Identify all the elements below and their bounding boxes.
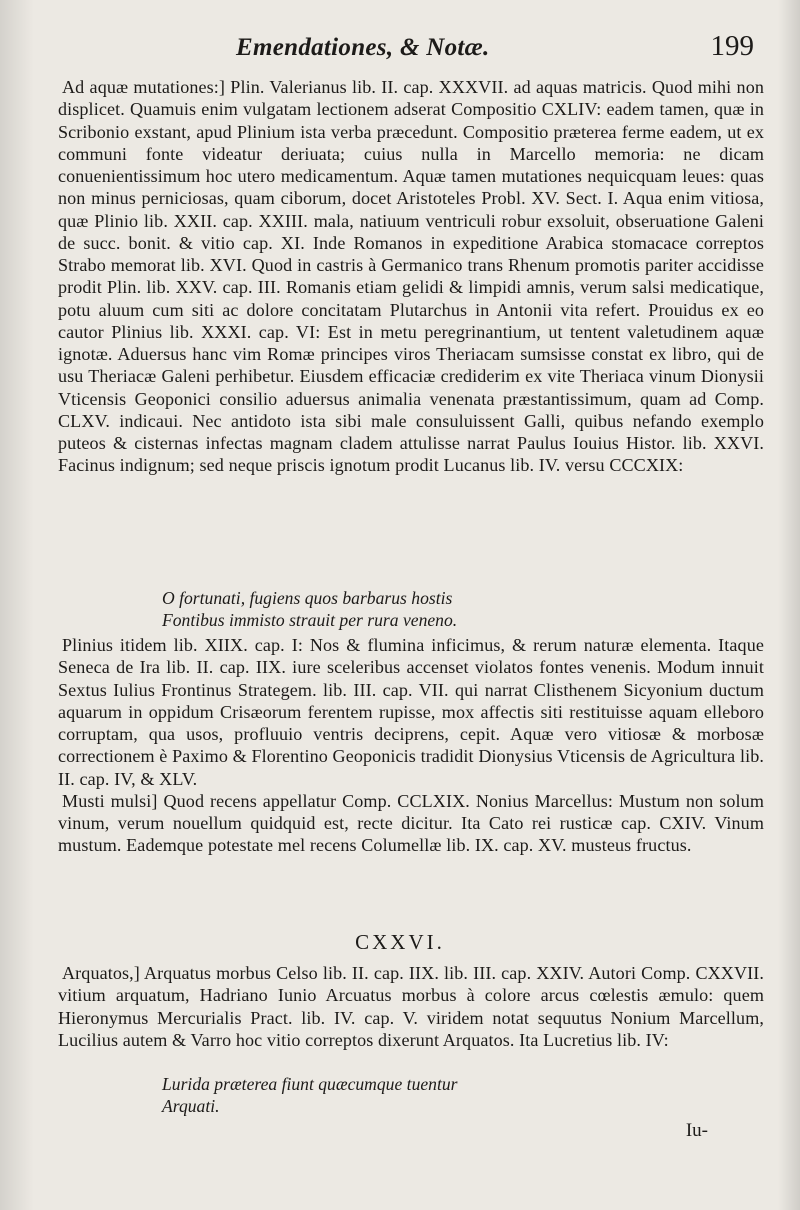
page-header: [60, 30, 760, 70]
running-title: Emendationes, & Notæ.: [236, 34, 490, 61]
verse-line: Lurida præterea fiunt quæcumque tuentur: [162, 1074, 458, 1094]
section-heading: CXXVI.: [355, 930, 445, 954]
verse-line: O fortunati, fugiens quos barbarus hostis: [162, 588, 453, 608]
commentary-block-arquatos: [58, 962, 764, 1051]
paragraph-arquatos: Arquatos,] Arquatus morbus Celso lib. II. cap. IIX. lib. III. cap. XXIV. Autori Comp. CXXVII. vitium arquatum, Hadriano Iunio Arcuatus morbus à colore arcus cœlestis æmulo: quem Hieronymus Mercurialis Pract. lib. IV. cap. V. viridem notat sequutus Nonium Marcellum, Lucilius autem & Varro hoc vitio correptos dixerunt Arquatos. Ita Lucretius lib. IV:: [58, 963, 764, 1050]
verse-line: Arquati.: [162, 1096, 220, 1116]
paragraph-plinius-itidem: Plinius itidem lib. XIIX. cap. I: Nos & flumina inficimus, & rerum naturæ elementa. Itaque Seneca de Ira lib. II. cap. IIX. iure sceleribus accenset violatos fontes venenis. Modum innuit Sextus Iulius Frontinus Strategem. lib. III. cap. VII. qui narrat Clisthenem Sicyonium ductum aquarum in oppidum Crisæorum ferentem rupisse, mox affectis siti restituisse aquam elleboro corruptam, qua usos, profluuio ventris deciprens, cepit. Aquæ vero vitiosæ & morbosæ correctionem è Paximo & Florentino Geoponicis tradidit Dionysius Vticensis de Agricultura lib. II. cap. IV, & XLV.: [58, 635, 764, 789]
verse-lucanus: [162, 587, 457, 631]
catchword: Iu-: [685, 1120, 708, 1141]
paragraph-ad-aquae-mutationes: Ad aquæ mutationes:] Plin. Valerianus lib. II. cap. XXXVII. ad aquas matricis. Quod mihi non displicet. Quamuis enim vulgatam lectionem adserat Compositio CXLIV: eadem tamen, quæ in Scribonio exstant, apud Plinium ista verba præcedunt. Compositio præterea ferme eadem, ut ex communi fonte videatur deriuata; cuius nulla in Marcello memoria: ne dicam conuenientissimum hoc utero medicamentum. Aquæ tamen mutationes nequicquam leues: quas non minus perniciosas, quam ciborum, docet Aristoteles Probl. XV. Sect. I. Aqua enim vitiosa, quæ Plinio lib. XXII. cap. XXIII. mala, natiuum ventriculi robur exsoluit, obseruatione Galeni de succ. bonit. & vitio cap. XI. Inde Romanos in expeditione Arabica stomacace correptos Strabo memorat lib. XVI. Quod in castris à Germanico trans Rhenum promotis pariter accidisse prodit Plin. lib. XXV. cap. III. Romanis etiam gelidi & limpidi amnis, verum salsi medicatique, potu aluum cum siti ac dolore concitatam Plutarchus in Antonii vita refert. Prouidus ex eo cautor Plinius lib. XXXI. cap. VI: Est in metu peregrinantium, ut tentent valetudinem aquæ ignotæ. Aduersus hanc vim Romæ principes viros Theriacam sumsisse constat ex libro, qui de usu Theriacæ Galeni perhibetur. Eiusdem efficaciæ crediderim ex vite Theriaca vinum Dionysii Vticensis Geoponici consilio aduersus animalia venenata præstantissimum, quam ad Comp. CLXV. indicaui. Nec antidoto ista sibi male consuluissent Galli, quibus nefando exemplo puteos & cisternas infectas magnam cladem attulisse narrat Paulus Iouius Histor. lib. XXVI. Facinus indignum; sed neque priscis ignotum prodit Lucanus lib. IV. versu CCCXIX:: [58, 77, 764, 476]
commentary-block-aquae: [58, 76, 764, 477]
verse-line: Fontibus immisto strauit per rura veneno.: [162, 610, 458, 630]
verse-lucretius: [162, 1073, 458, 1117]
commentary-block-plinius: [58, 634, 764, 857]
page-number: 199: [710, 30, 754, 62]
paragraph-musti-mulsi: Musti mulsi] Quod recens appellatur Comp. CCLXIX. Nonius Marcellus: Mustum non solum vinum, verum nouellum quidquid est, recte dicitur. Ita Cato rei rusticæ cap. CXIV. Vinum mustum. Eademque potestate mel recens Columellæ lib. IX. cap. XV. musteus fructus.: [58, 790, 764, 856]
